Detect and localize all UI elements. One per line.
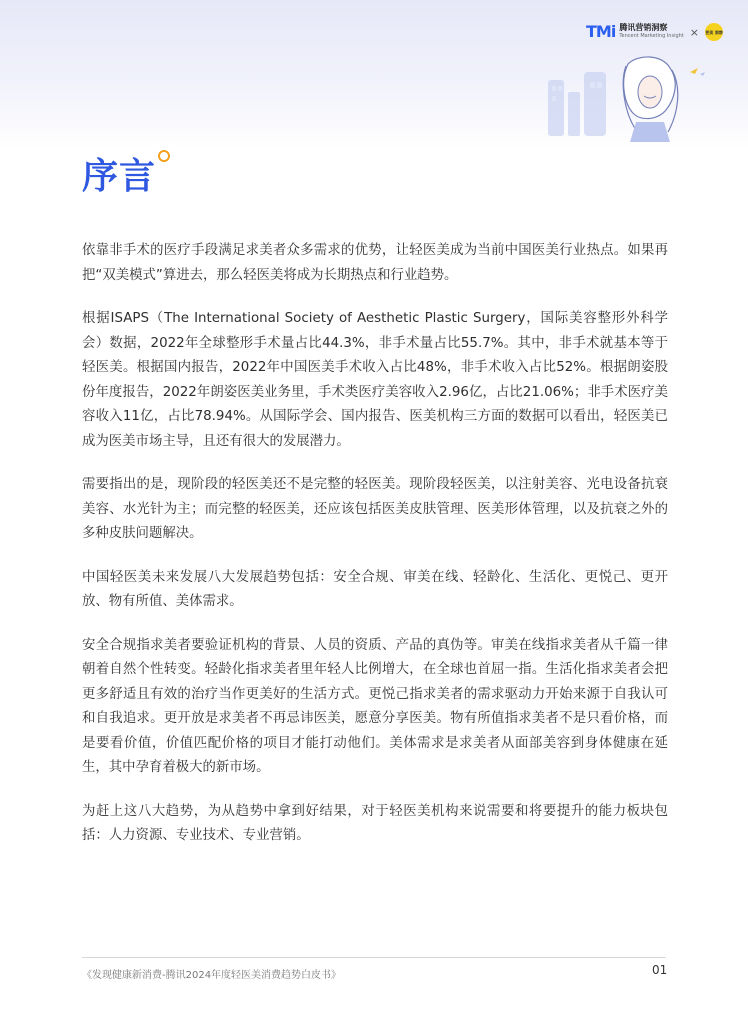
collaboration-separator: × — [689, 25, 699, 39]
woman-illustration-icon — [540, 52, 740, 142]
brand-name — [619, 23, 683, 41]
paragraph: 根据ISAPS（The International Society of Aesthetic Plastic Surgery，国际美容整形外科学会）数据，2022年全球整形手术量占比44.3%，非手术量占比55.7%。其中，非手术就基本等于轻医美。根据国内报告，2022年中国医美手术收入占比48%，非手术收入占比52%。根据朗姿股份年度报告，2022年朗姿医美业务里，手术类医疗美容收入2.96亿，占比21.06%；非手术医疗美容收入11亿，占比78.94%。从国际学会、国内报告、医美机构三方面的数据可以看出，轻医美已成为医美市场主导，且还有很大的发展潜力。 — [82, 311, 668, 449]
page-title: 序言 — [82, 156, 157, 197]
footer-divider — [82, 957, 666, 958]
paragraph: 依靠非手术的医疗手段满足求美者众多需求的优势，让轻医美成为当前中国医美行业热点。如果再把“双美模式”算进去，那么轻医美将成为长期热点和行业趋势。 — [82, 243, 668, 283]
title-decoration-dot-icon — [158, 150, 170, 162]
footer-document-title: 《发现健康新消费-腾讯2024年度轻医美消费趋势白皮书》 — [82, 970, 342, 981]
brand-name-cn: 腾讯营销洞察 — [619, 23, 668, 32]
page-number: 01 — [652, 963, 668, 977]
preface-body — [82, 239, 668, 868]
partner-logo-icon: 更美 洞察 — [705, 23, 723, 41]
paragraph: 安全合规指求美者要验证机构的背景、人员的资质、产品的真伪等。审美在线指求美者从千篇一律朝着自然个性转变。轻龄化指求美者里年轻人比例增大，在全球也首屈一指。生活化指求美者会把更多舒适且有效的治疗当作更美好的生活方式。更悦己指求美者的需求驱动力开始来源于自我认可和自我追求。更开放是求美者不再忌讳医美，愿意分享医美。物有所值指求美者不是只看价格，而是要看价值，价值匹配价格的项目才能打动他们。美体需求是求美者从面部美容到身体健康在延生，其中孕育着极大的新市场。 — [82, 637, 668, 775]
header-brand-bar — [586, 22, 723, 42]
paragraph: 为赶上这八大趋势，为从趋势中拿到好结果，对于轻医美机构来说需要和将要提升的能力板块包括：人力资源、专业技术、专业营销。 — [82, 803, 668, 843]
paragraph: 中国轻医美未来发展八大发展趋势包括：安全合规、审美在线、轻龄化、生活化、更悦己、更开放、物有所值、美体需求。 — [82, 569, 668, 609]
tmi-logo-icon: TMi — [586, 22, 616, 41]
paragraph: 需要指出的是，现阶段的轻医美还不是完整的轻医美。现阶段轻医美，以注射美容、光电设备抗衰美容、水光针为主；而完整的轻医美，还应该包括医美皮肤管理、医美形体管理，以及抗衰之外的多种皮肤问题解决。 — [82, 477, 668, 541]
brand-name-en: Tencent Marketing Insight — [619, 33, 684, 39]
